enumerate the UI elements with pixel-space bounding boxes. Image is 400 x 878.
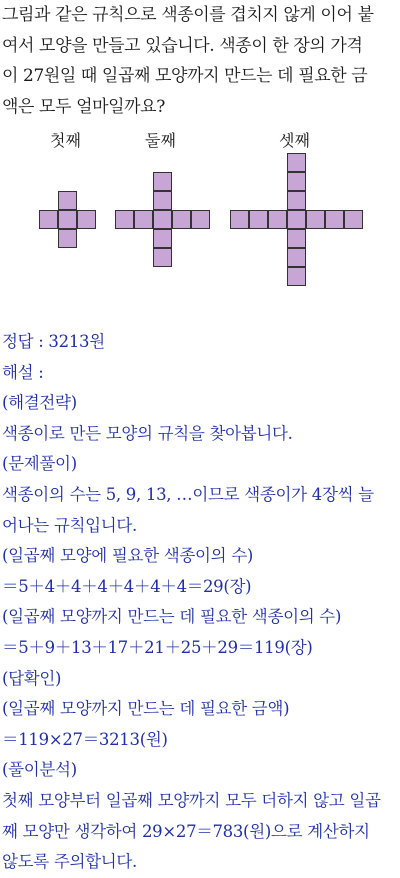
solution-line: (일곱째 모양까지 만드는 데 필요한 색종이의 수) bbox=[2, 607, 342, 627]
paper-square bbox=[172, 210, 191, 229]
problem-line: 여서 모양을 만들고 있습니다. 색종이 한 장의 가격 bbox=[2, 35, 363, 56]
paper-square bbox=[287, 153, 306, 172]
solution-line: (문제풀이) bbox=[2, 454, 77, 474]
paper-square bbox=[153, 191, 172, 210]
paper-square bbox=[153, 229, 172, 248]
paper-square bbox=[58, 210, 77, 229]
solution-line: 첫째 모양부터 일곱째 모양까지 모두 더하지 않고 일곱 bbox=[2, 790, 381, 810]
solution-heading: 해설 : bbox=[2, 362, 44, 382]
solution-line: 째 모양만 생각하여 29×27＝783(원)으로 계산하지 bbox=[2, 821, 370, 841]
paper-square bbox=[287, 229, 306, 248]
paper-square bbox=[58, 191, 77, 210]
solution-line: ＝5＋9＋13＋17＋21＋25＋29＝119(장) bbox=[2, 637, 313, 657]
paper-square bbox=[77, 210, 96, 229]
solution-line: (일곱째 모양까지 만드는 데 필요한 금액) bbox=[2, 699, 290, 719]
solution-line: ＝119×27＝3213(원) bbox=[2, 729, 168, 749]
paper-square bbox=[153, 210, 172, 229]
solution-line: (해결전략) bbox=[2, 393, 77, 413]
solution-line: 않도록 주의합니다. bbox=[2, 852, 138, 872]
paper-square bbox=[191, 210, 210, 229]
solution-line: 색종이의 수는 5, 9, 13, …이므로 색종이가 4장씩 늘 bbox=[2, 484, 374, 504]
paper-square bbox=[287, 191, 306, 210]
paper-square bbox=[249, 210, 268, 229]
paper-square bbox=[134, 210, 153, 229]
solution-answer: 정답 : 3213원 bbox=[2, 332, 105, 351]
figure-label-third: 셋째 bbox=[279, 131, 310, 150]
paper-square bbox=[268, 210, 287, 229]
solution-line: 색종이로 만든 모양의 규칙을 찾아봅니다. bbox=[2, 423, 293, 443]
figure-label-second: 둘째 bbox=[145, 131, 176, 150]
paper-square bbox=[287, 267, 306, 286]
solution-line: (풀이분석) bbox=[2, 760, 77, 780]
solution-line: (일곱째 모양에 필요한 색종이의 수) bbox=[2, 546, 254, 566]
figure-label-first: 첫째 bbox=[50, 131, 81, 150]
paper-square bbox=[344, 210, 363, 229]
solution-text bbox=[2, 327, 398, 878]
paper-square bbox=[325, 210, 344, 229]
problem-text bbox=[2, 0, 398, 122]
paper-square bbox=[115, 210, 134, 229]
paper-square bbox=[287, 210, 306, 229]
solution-line: (답확인) bbox=[2, 668, 62, 688]
solution-line: ＝5＋4＋4＋4＋4＋4＋4＝29(장) bbox=[2, 576, 252, 596]
paper-square bbox=[287, 172, 306, 191]
paper-square bbox=[39, 210, 58, 229]
problem-line: 이 27원일 때 일곱째 모양까지 만드는 데 필요한 금 bbox=[2, 66, 368, 86]
paper-square bbox=[230, 210, 249, 229]
paper-square bbox=[153, 172, 172, 191]
paper-square bbox=[153, 248, 172, 267]
paper-square bbox=[58, 229, 77, 248]
paper-square bbox=[287, 248, 306, 267]
problem-line: 액은 모두 얼마일까요? bbox=[2, 96, 165, 117]
solution-line: 어나는 규칙입니다. bbox=[2, 515, 138, 535]
problem-line: 그림과 같은 규칙으로 색종이를 겹치지 않게 이어 붙 bbox=[2, 5, 374, 25]
paper-square bbox=[306, 210, 325, 229]
